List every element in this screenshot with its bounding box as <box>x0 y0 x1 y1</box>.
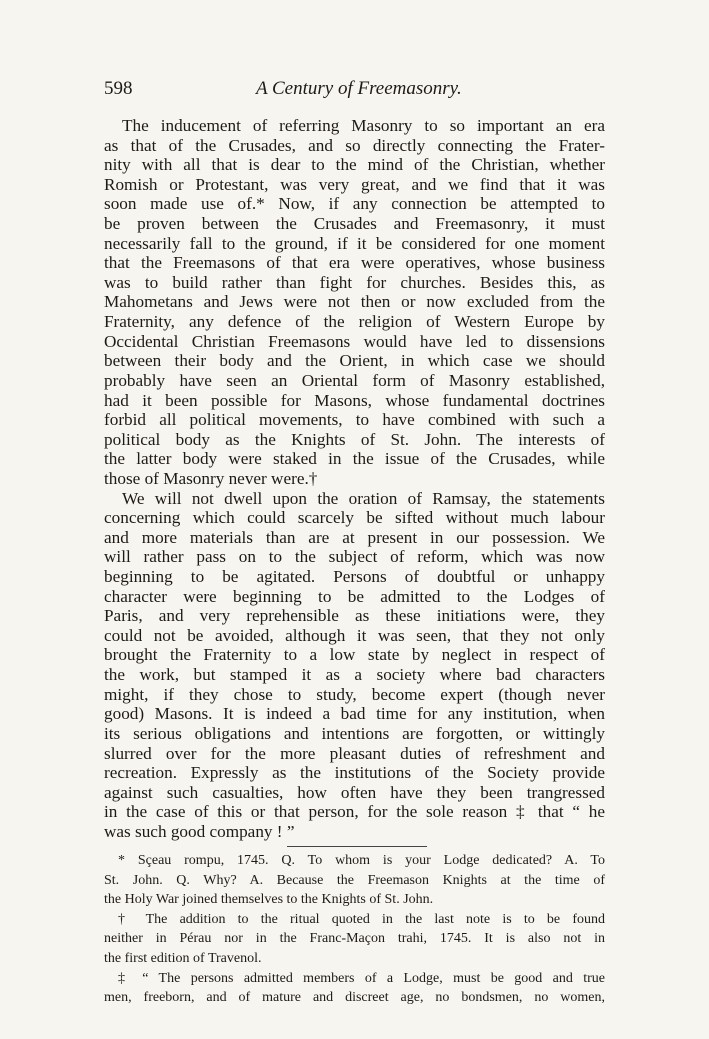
footnote-1 <box>104 853 605 912</box>
text-line: probably have seen an Oriental form of Masonry established, <box>104 370 605 390</box>
footnote-3 <box>104 971 605 1010</box>
text-line: might, if they chose to study, become expert (though never <box>104 684 605 704</box>
text-line: the work, but stamped it as a society where bad characters <box>104 665 605 685</box>
paragraph-2 <box>104 489 605 842</box>
text-line: Romish or Protestant, was very great, and we find that it was <box>104 174 605 194</box>
text-line: was to build rather than fight for churches. Besides this, as <box>104 272 605 292</box>
footnote-line: men, freeborn, and of mature and discreet age, no bondsmen, no women, <box>104 990 605 1006</box>
text-line: had it been possible for Masons, whose fundamental doctrines <box>104 390 605 410</box>
text-line: nity with all that is dear to the mind of the Christian, whether <box>104 155 605 175</box>
text-line: beginning to be agitated. Persons of doubtful or unhappy <box>104 567 605 587</box>
text-line: that the Freemasons of that era were operatives, whose business <box>104 253 605 273</box>
text-line: against such casualties, how often have they been trangressed <box>104 782 605 802</box>
text-line: good) Masons. It is indeed a bad time for any institution, when <box>104 704 605 724</box>
footnote-line: St. John. Q. Why? A. Because the Freemason Knights at the time of <box>104 872 605 888</box>
footnote-line: the Holy War joined themselves to the Knights of St. John. <box>104 892 434 908</box>
text-line: the latter body were staked in the issue of the Crusades, while <box>104 449 605 469</box>
page-header <box>104 78 604 102</box>
footnote-line: * Sçeau rompu, 1745. Q. To whom is your Lodge dedicated? A. To <box>118 853 605 868</box>
text-line: as that of the Crusades, and so directly connecting the Frater- <box>104 135 605 155</box>
page-number: 598 <box>104 78 133 99</box>
text-line: soon made use of.* Now, if any connection be attempted to <box>104 194 605 214</box>
footnote-line: neither in Pérau nor in the Franc-Maçon trahi, 1745. It is also not in <box>104 931 605 947</box>
text-line: We will not dwell upon the oration of Ramsay, the statements <box>122 488 605 508</box>
text-line: and more materials than are at present in our possession. We <box>104 527 605 547</box>
text-line: forbid all political movements, to have combined with such a <box>104 410 605 430</box>
running-title: A Century of Freemasonry. <box>256 78 462 99</box>
text-line: Occidental Christian Freemasons would have led to dissensions <box>104 331 605 351</box>
footnote-line: ‡ “ The persons admitted members of a Lodge, must be good and true <box>118 970 605 986</box>
footnotes <box>104 853 605 1010</box>
text-line: between their body and the Orient, in which case we should <box>104 351 605 371</box>
text-line: political body as the Knights of St. John. The interests of <box>104 429 605 449</box>
text-line: will rather pass on to the subject of reform, which was now <box>104 547 605 567</box>
text-line: Fraternity, any defence of the religion of Western Europe by <box>104 312 605 332</box>
text-line: necessarily fall to the ground, if it be considered for one moment <box>104 233 605 253</box>
text-line: Mahometans and Jews were not then or now excluded from the <box>104 292 605 312</box>
footnote-2 <box>104 912 605 971</box>
text-line: Paris, and very reprehensible as these initiations were, they <box>104 606 605 626</box>
text-line: its serious obligations and intentions are forgotten, or wittingly <box>104 723 605 743</box>
body-text <box>104 116 605 842</box>
text-line: The inducement of referring Masonry to so important an era <box>122 116 605 135</box>
text-line: be proven between the Crusades and Freemasonry, it must <box>104 214 605 234</box>
text-line: was such good company ! ” <box>104 821 295 841</box>
footnote-rule <box>287 846 427 847</box>
text-line: brought the Fraternity to a low state by neglect in respect of <box>104 645 605 665</box>
footnote-line: the first edition of Travenol. <box>104 951 262 967</box>
paragraph-1 <box>104 116 605 489</box>
text-line: slurred over for the more pleasant duties of refreshment and <box>104 743 605 763</box>
text-line: could not be avoided, although it was seen, that they not only <box>104 625 605 645</box>
text-line: recreation. Expressly as the institutions of the Society provide <box>104 763 605 783</box>
text-line: concerning which could scarcely be sifted without much labour <box>104 508 605 528</box>
text-line: character were beginning to be admitted to the Lodges of <box>104 586 605 606</box>
text-line: in the case of this or that person, for the sole reason ‡ that “ he <box>104 802 605 822</box>
footnote-line: † The addition to the ritual quoted in the last note is to be found <box>118 911 605 927</box>
text-line: those of Masonry never were.† <box>104 468 318 488</box>
